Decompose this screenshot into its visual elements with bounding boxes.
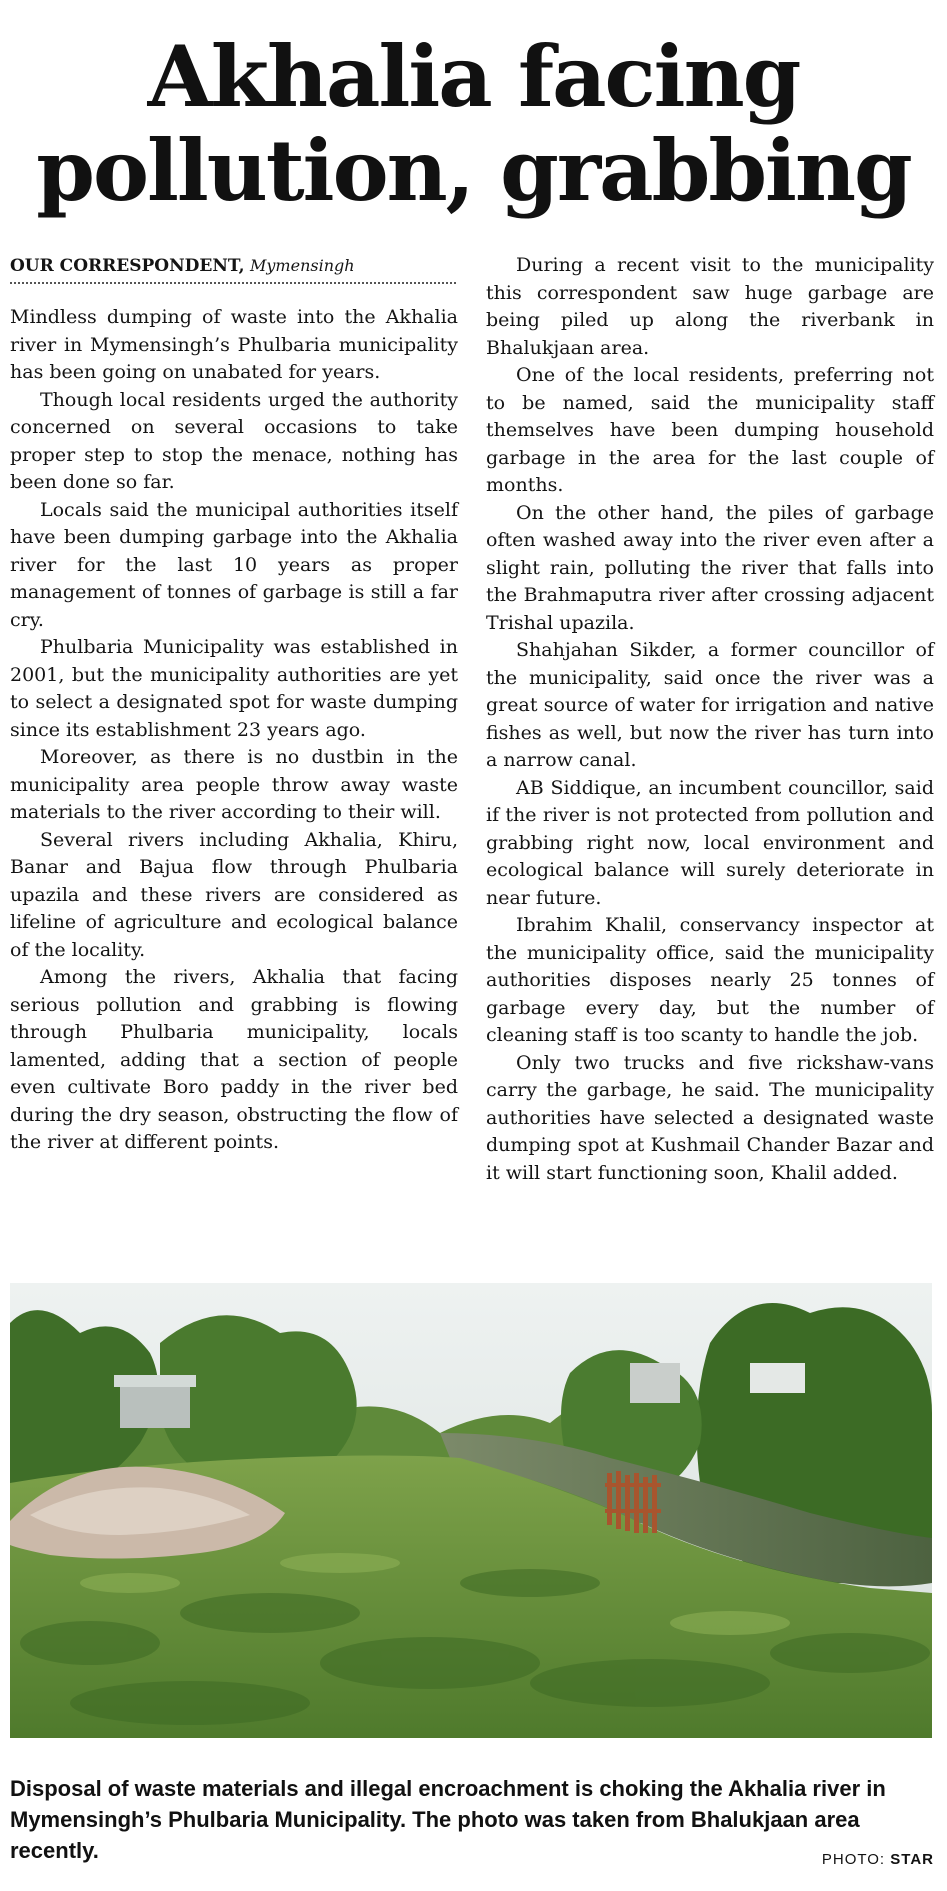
paragraph: Among the rivers, Akhalia that facing serious pollution and grabbing is flowing through Phulbaria municipality, locals lamented, adding that a section of people even cultivate Boro paddy in the river bed during the dry season, obstructing the flow of the river at different points. bbox=[10, 966, 458, 1153]
river-photo bbox=[10, 1283, 932, 1738]
paragraph: Shahjahan Sikder, a former councillor of the municipality, said once the river was a great source of water for irrigation and native fishes as well, but now the river has turn into a narrow canal. bbox=[486, 639, 934, 771]
article-column-right bbox=[486, 252, 934, 1187]
photo-credit bbox=[822, 1851, 934, 1868]
photo-caption: Disposal of waste materials and illegal encroachment is choking the Akhalia river in Mymensingh’s Phulbaria Municipality. The photo was taken from Bhalukjaan area recently. bbox=[10, 1776, 886, 1863]
paragraph: Locals said the municipal authorities itself have been dumping garbage into the Akhalia river for the last 10 years as proper management of tonnes of garbage is still a far cry. bbox=[10, 498, 458, 631]
paragraph: Moreover, as there is no dustbin in the municipality area people throw away waste materials to the river according to their will. bbox=[10, 746, 458, 823]
photo-credit-source: STAR bbox=[890, 1851, 934, 1868]
paragraph: During a recent visit to the municipality this correspondent saw huge garbage are being piled up along the riverbank in Bhalukjaan area. bbox=[486, 254, 934, 359]
headline: Akhalia facing pollution, grabbing bbox=[36, 27, 911, 220]
paragraph: Several rivers including Akhalia, Khiru, Banar and Bajua flow through Phulbaria upazila and these rivers are considered as lifeline of agriculture and ecological balance of the locality. bbox=[10, 828, 458, 961]
paragraph: One of the local residents, preferring not to be named, said the municipality staff themselves have been dumping household garbage in the area for the last couple of months. bbox=[486, 364, 934, 496]
photo-building bbox=[120, 1383, 190, 1428]
article-column-left bbox=[10, 304, 458, 1157]
byline-author: OUR CORRESPONDENT, bbox=[10, 256, 245, 276]
byline bbox=[10, 254, 456, 284]
paragraph: Ibrahim Khalil, conservancy inspector at the municipality office, said the municipality authorities disposes nearly 25 tonnes of garbage every day, but the number of cleaning staff is too scanty to handle the job. bbox=[486, 914, 934, 1046]
paragraph: Only two trucks and five rickshaw-vans carry the garbage, he said. The municipality authorities have selected a designated waste dumping spot at Kushmail Chander Bazar and it will start functioning soon, Khalil added. bbox=[486, 1051, 934, 1184]
byline-location: Mymensingh bbox=[250, 256, 355, 275]
paragraph: Though local residents urged the authority concerned on several occasions to take proper step to stop the menace, nothing has been done so far. bbox=[10, 388, 458, 493]
photo-credit-label: PHOTO: bbox=[821, 1851, 886, 1868]
paragraph: On the other hand, the piles of garbage often washed away into the river even after a slight rain, polluting the river that falls into the Brahmaputra river after crossing adjacent Trishal upazila. bbox=[486, 501, 934, 634]
paragraph: Phulbaria Municipality was established in 2001, but the municipality authorities are yet to select a designated spot for waste dumping since its establishment 23 years ago. bbox=[10, 636, 458, 741]
paragraph: AB Siddique, an incumbent councillor, said if the river is not protected from pollution and grabbing right now, local environment and ecological balance will surely deteriorate in near future. bbox=[486, 776, 934, 909]
paragraph: Mindless dumping of waste into the Akhalia river in Mymensingh’s Phulbaria municipality has been going on unabated for years. bbox=[10, 306, 458, 383]
